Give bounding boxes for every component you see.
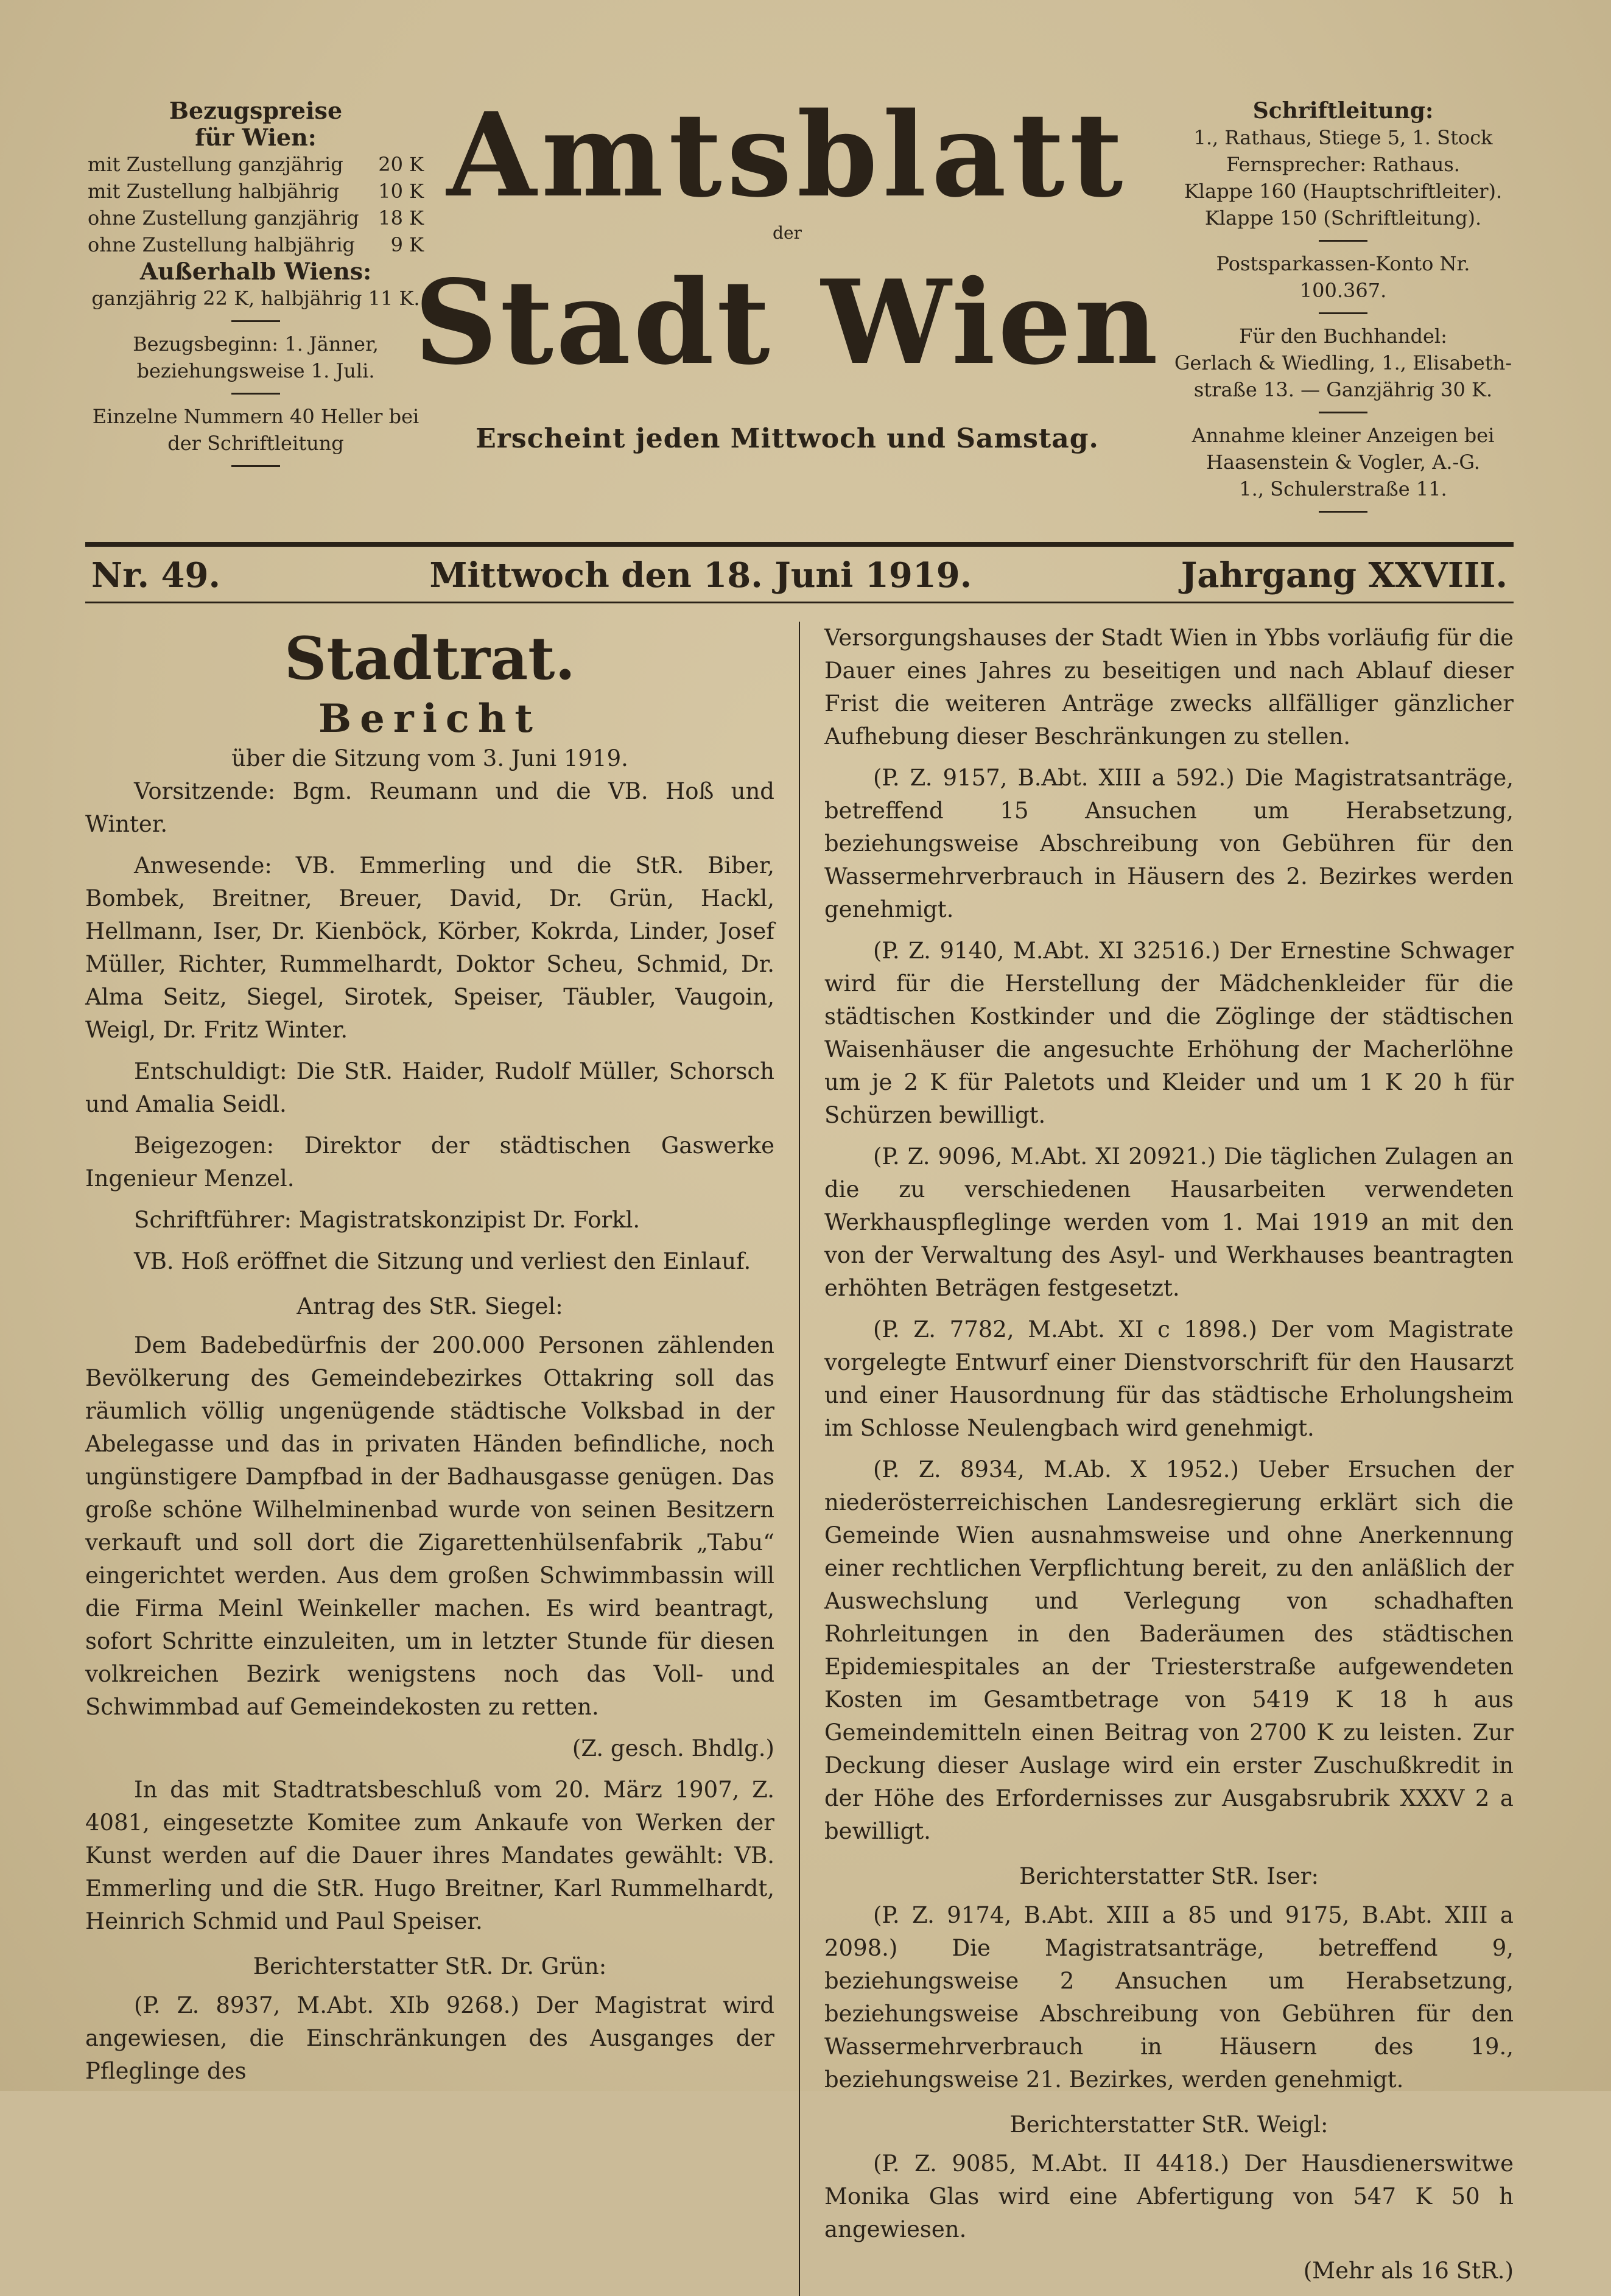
publication-schedule: Erscheint jeden Mittwoch und Samstag. [476,423,1099,454]
title-stadt: Stadt [414,255,773,390]
editorial-box [1173,97,1514,521]
section-title: Stadtrat. [284,624,575,693]
paragraph: (P. Z. 8937, M.Abt. XIb 9268.) Der Magistrat wird angewiesen, die Einschränkungen des Ausganges der Pfleglinge des [85,1992,774,2084]
paragraph: Versorgungshauses der Stadt Wien in Ybbs vorläufig für die Dauer eines Jahres zu beseitigen und nach Ablauf dieser Frist die weiteren Anträge zwecks allfälliger gänzlicher Aufhebung dieser Beschränkungen zu stellen. [824,625,1514,750]
book-trade-heading: Für den Buchhandel: [1239,325,1447,348]
title-amtsblatt: Amtsblatt [446,87,1128,223]
dateline-rule [85,602,1514,603]
editorial-heading: Schriftleitung: [1252,98,1434,124]
motion-heading: Antrag des StR. Siegel: [297,1293,563,1319]
start-line: Bezugsbeginn: 1. Jänner, [133,332,379,356]
issue-date: Mittwoch den 18. Juni 1919. [429,555,972,595]
divider [1319,412,1367,413]
reporter-heading: Berichterstatter StR. Dr. Grün: [253,1953,607,1979]
paragraph: (P. Z. 9157, B.Abt. XIII a 592.) Die Magistratsanträge, betreffend 15 Ansuchen um Herabsetzung, beziehungsweise Abschreibung von Gebühren für den Wassermehrverbrauch in Häusern des 2. Bezirkes werden genehmigt. [824,765,1514,922]
single-issue-line: Einzelne Nummern 40 Heller bei [92,405,419,428]
title-row [414,247,1160,399]
postal-account: Postsparkassen-Konto Nr. 100.367. [1216,252,1470,302]
paragraph: Entschuldigt: Die StR. Haider, Rudolf Müller, Schorsch und Amalia Seidl. [85,1058,774,1117]
title-der: der [773,223,802,243]
report-title: Bericht [318,696,541,742]
column-divider [799,622,800,2296]
editorial-ext: Klappe 160 (Hauptschriftleiter). [1184,180,1503,203]
paragraph: (P. Z. 9140, M.Abt. XI 32516.) Der Ernestine Schwager wird für die Herstellung der Mädchenkleider für die städtischen Kostkinder und die Zöglinge der städtischen Waisenhäuser die angesuchte Erhöhung der Macherlöhne um je 2 K für Paletots und Kleider und um 1 K 20 h für Schürzen bewilligt. [824,938,1514,1128]
paragraph: (P. Z. 9096, M.Abt. XI 20921.) Die täglichen Zulagen an die zu verschiedenen Hausarbeiten verwendeten Werkhauspfleglinge werden vom 1. Mai 1919 an mit den von der Verwaltung des Asyl- und Werkhauses beantragten erhöhten Beträgen festgesetzt. [824,1143,1514,1301]
right-column [824,622,1514,2296]
left-column [85,622,774,2296]
paragraph: In das mit Stadtratsbeschluß vom 20. März 1907, Z. 4081, eingesetzte Komitee zum Ankaufe von Werken der Kunst werden auf die Dauer ihres Mandates gewählt: VB. Emmerling und die StR. Hugo Breitner, Karl Rummelhardt, Heinrich Schmid und Paul Speiser. [85,1777,774,1934]
paragraph: Schriftführer: Magistratskonzipist Dr. Forkl. [134,1207,641,1233]
divider [1319,511,1367,513]
dateline [85,547,1514,602]
book-trade-line: Gerlach & Wiedling, 1., Elisabeth- [1174,351,1512,374]
paragraph: VB. Hoß eröffnet die Sitzung und verliest den Einlauf. [134,1248,751,1274]
price-row: mit Zustellung halbjährig 10 K [88,180,424,203]
editorial-ext: Klappe 150 (Schriftleitung). [1204,206,1482,230]
start-line: beziehungsweise 1. Juli. [136,359,375,382]
divider [231,393,280,395]
subscription-city: für Wien: [195,124,317,151]
single-issue-line: der Schriftleitung [167,432,344,455]
outside-prices: ganzjährig 22 K, halbjährig 11 K. [91,287,420,310]
motion-note: (Z. gesch. Bhdlg.) [572,1735,774,1761]
title-wien: Wien [821,255,1160,390]
issue-volume: Jahrgang XXVIII. [1181,555,1507,595]
price-row: ohne Zustellung halbjährig 9 K [88,233,424,256]
editorial-phone: Fernsprecher: Rathaus. [1226,153,1460,176]
outside-heading: Außerhalb Wiens: [139,258,372,285]
book-trade-line: straße 13. — Ganzjährig 30 K. [1193,378,1493,401]
issue-number: Nr. 49. [91,555,220,595]
paragraph: (P. Z. 8934, M.Ab. X 1952.) Ueber Ersuchen der niederösterreichischen Landesregierung erklärt sich die Gemeinde Wien ausnahmsweise und ohne Anerkennung einer rechtlichen Verpflichtung bereit, zu den anläßlich der Auswechslung und Verlegung von schadhaften Rohrleitungen in den Baderäumen des städtischen Epidemiespitales an der Triesterstraße aufgewendeten Kosten im Gesamtbetrage von 5419 K 18 h aus Gemeindemitteln einen Beitrag von 2700 K zu leisten. Zur Deckung dieser Auslage wird ein erster Zuschußkredit in der Höhe des Erfordernisses zur Ausgabsrubrik XXXV 2 a bewilligt. [824,1456,1514,1844]
paragraph: (P. Z. 7782, M.Abt. XI c 1898.) Der vom Magistrate vorgelegte Entwurf einer Dienstvorschrift für den Hausarzt und einer Hausordnung für das städtische Erholungsheim im Schlosse Neulengbach wird genehmigt. [824,1316,1514,1441]
price-row: ohne Zustellung ganzjährig 18 K [88,206,424,230]
price-row: mit Zustellung ganzjährig 20 K [88,153,424,176]
masthead-rule [85,542,1514,547]
divider [1319,312,1367,314]
reporter-heading: Berichterstatter StR. Weigl: [1009,2112,1328,2138]
divider [1319,240,1367,242]
paragraph: Anwesende: VB. Emmerling und die StR. Biber, Bombek, Breitner, Breuer, David, Dr. Grün, Hackl, Hellmann, Iser, Dr. Kienböck, Körber, Kokrda, Linder, Josef Müller, Richter, Rummelhardt, Doktor Scheu, Schmid, Dr. Alma Seitz, Siegel, Sirotek, Speiser, Täubler, Vaugoin, Weigl, Dr. Fritz Winter. [85,852,774,1043]
paragraph: (P. Z. 9174, B.Abt. XIII a 85 und 9175, B.Abt. XIII a 2098.) Die Magistratsanträge, betreffend 9, beziehungsweise 2 Ansuchen um Herabsetzung, beziehungsweise Abschreibung von Gebühren für den Wassermehrverbrauch in Häusern des 19., beziehungsweise 21. Bezirkes, werden genehmigt. [824,1902,1514,2093]
divider [231,465,280,467]
paragraph: Beigezogen: Direktor der städtischen Gaswerke Ingenieur Menzel. [85,1132,774,1192]
title-block [414,87,1160,454]
session-line: über die Sitzung vom 3. Juni 1919. [231,745,628,771]
ads-line: Haasenstein & Vogler, A.-G. [1206,451,1480,474]
subscription-box [85,97,426,476]
paragraph: Vorsitzende: Bgm. Reumann und die VB. Hoß und Winter. [85,778,774,837]
divider [231,320,280,322]
ads-line: Annahme kleiner Anzeigen bei [1192,424,1495,447]
editorial-address: 1., Rathaus, Stiege 5, 1. Stock [1193,126,1493,149]
reporter-heading: Berichterstatter StR. Iser: [1019,1863,1319,1889]
paragraph: Dem Badebedürfnis der 200.000 Personen zählenden Bevölkerung des Gemeindebezirkes Ottakring soll das räumlich völlig ungenügende städtische Volksbad in der Abelegasse und das in privaten Händen befindliche, noch ungünstigere Dampfbad in der Badhausgasse genügen. Das große schöne Wilhelminenbad wurde von seinen Besitzern verkauft und soll dort die Zigarettenhülsenfabrik „Tabu“ eingerichtet werden. Aus dem großen Schwimmbassin will die Firma Meinl Weinkeller machen. Es wird beantragt, sofort Schritte einzuleiten, um in letzter Stunde für diesen volkreichen Bezirk wenigstens noch das Voll- und Schwimmbad auf Gemeindekosten zu retten. [85,1332,774,1720]
ads-line: 1., Schulerstraße 11. [1239,477,1447,500]
masthead [85,87,1514,530]
paragraph: (P. Z. 9085, M.Abt. II 4418.) Der Hausdienerswitwe Monika Glas wird eine Abfertigung von 547 K 50 h angewiesen. [824,2150,1514,2242]
continued-note: (Mehr als 16 StR.) [1303,2258,1514,2284]
article-columns [85,622,1514,2296]
subscription-heading: Bezugspreise [169,97,343,124]
